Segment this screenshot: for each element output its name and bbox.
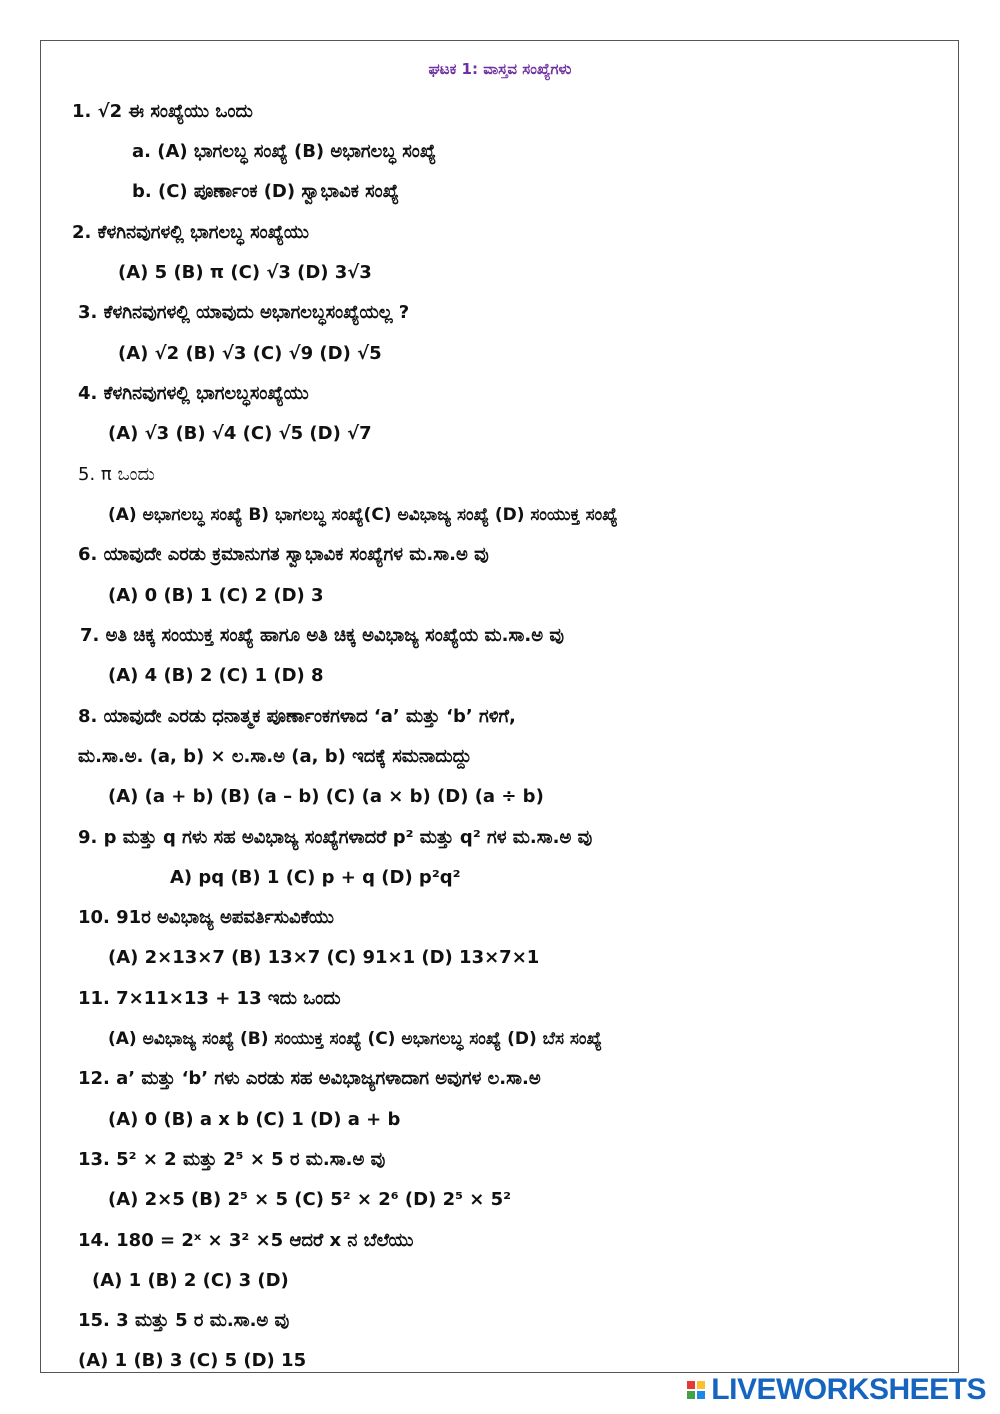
question-15: 15. 3 ಮತ್ತು 5 ರ ಮ.ಸಾ.ಅ ವು [78,1310,290,1331]
question-6-options: (A) 0 (B) 1 (C) 2 (D) 3 [108,585,324,606]
worksheet-title: ಘಟಕ 1: ವಾಸ್ತವ ಸಂಖ್ಯೆಗಳು [428,60,572,78]
question-9: 9. p ಮತ್ತು q ಗಳು ಸಹ ಅವಿಭಾಜ್ಯ ಸಂಖ್ಯೆಗಳಾದರೆ p² ಮತ್ತು q² ಗಳ ಮ.ಸಾ.ಅ ವು [78,827,593,848]
question-7-options: (A) 4 (B) 2 (C) 1 (D) 8 [108,665,324,686]
question-11: 11. 7×11×13 + 13 ಇದು ಒಂದು [78,988,341,1009]
question-13: 13. 5² × 2 ಮತ್ತು 2⁵ × 5 ರ ಮ.ಸಾ.ಅ ವು [78,1149,386,1170]
question-9-options: A) pq (B) 1 (C) p + q (D) p²q² [170,867,461,888]
question-3-options: (A) √2 (B) √3 (C) √9 (D) √5 [118,343,382,364]
logo-blocks-icon [687,1381,705,1399]
question-1-options-b: b. (C) ಪೂರ್ಣಾಂಕ (D) ಸ್ವಾಭಾವಿಕ ಸಂಖ್ಯೆ [132,181,399,202]
question-13-options: (A) 2×5 (B) 2⁵ × 5 (C) 5² × 2⁶ (D) 2⁵ × 5² [108,1189,512,1210]
question-5: 5. π ಒಂದು [78,464,155,485]
logo-block-red [687,1381,695,1389]
question-12-options: (A) 0 (B) a x b (C) 1 (D) a + b [108,1109,401,1130]
question-2: 2. ಕೆಳಗಿನವುಗಳಲ್ಲಿ ಭಾಗಲಬ್ಧ ಸಂಖ್ಯೆಯು [72,222,309,243]
question-3: 3. ಕೆಳಗಿನವುಗಳಲ್ಲಿ ಯಾವುದು ಅಭಾಗಲಬ್ಧಸಂಖ್ಯೆಯಲ್ಲ ? [78,302,410,323]
question-1-options-a: a. (A) ಭಾಗಲಬ್ಧ ಸಂಖ್ಯೆ (B) ಅಭಾಗಲಬ್ಧ ಸಂಖ್ಯೆ [132,141,437,162]
question-10: 10. 91ರ ಅವಿಭಾಜ್ಯ ಅಪವರ್ತಿಸುವಿಕೆಯು [78,907,334,928]
question-10-options: (A) 2×13×7 (B) 13×7 (C) 91×1 (D) 13×7×1 [108,947,540,968]
question-4: 4. ಕೆಳಗಿನವುಗಳಲ್ಲಿ ಭಾಗಲಬ್ಧಸಂಖ್ಯೆಯು [78,383,309,404]
question-2-options: (A) 5 (B) π (C) √3 (D) 3√3 [118,262,372,283]
question-12: 12. a’ ಮತ್ತು ‘b’ ಗಳು ಎರಡು ಸಹ ಅವಿಭಾಜ್ಯಗಳಾದಾಗ ಅವುಗಳ ಲ.ಸಾ.ಅ [78,1068,541,1089]
question-7: 7. ಅತಿ ಚಿಕ್ಕ ಸಂಯುಕ್ತ ಸಂಖ್ಯೆ ಹಾಗೂ ಅತಿ ಚಿಕ್ಕ ಅವಿಭಾಜ್ಯ ಸಂಖ್ಯೆಯ ಮ.ಸಾ.ಅ ವು [80,625,565,646]
logo-block-yellow [697,1381,705,1389]
question-15-options: (A) 1 (B) 3 (C) 5 (D) 15 [78,1350,307,1371]
logo-block-green [687,1391,695,1399]
question-14: 14. 180 = 2ˣ × 3² ×5 ಆದರೆ x ನ ಬೆಲೆಯು [78,1230,414,1251]
brand-name: LIVEWORKSHEETS [711,1373,986,1406]
question-8-line-2: ಮ.ಸಾ.ಅ. (a, b) × ಲ.ಸಾ.ಅ (a, b) ಇದಕ್ಕೆ ಸಮನಾದುದ್ದು [78,746,472,767]
question-14-options: (A) 1 (B) 2 (C) 3 (D) [92,1270,289,1291]
question-4-options: (A) √3 (B) √4 (C) √5 (D) √7 [108,423,372,444]
question-5-options: (A) ಅಭಾಗಲಬ್ಧ ಸಂಖ್ಯೆ B) ಭಾಗಲಬ್ಧ ಸಂಖ್ಯೆ(C) ಅವಿಭಾಜ್ಯ ಸಂಖ್ಯೆ (D) ಸಂಯುಕ್ತ ಸಂಖ್ಯೆ [108,505,618,525]
logo-block-blue [697,1391,705,1399]
question-8-options: (A) (a + b) (B) (a – b) (C) (a × b) (D) (a ÷ b) [108,786,544,807]
question-6: 6. ಯಾವುದೇ ಎರಡು ಕ್ರಮಾನುಗತ ಸ್ವಾಭಾವಿಕ ಸಂಖ್ಯೆಗಳ ಮ.ಸಾ.ಅ ವು [78,544,489,565]
question-8: 8. ಯಾವುದೇ ಎರಡು ಧನಾತ್ಮಕ ಪೂರ್ಣಾಂಕಗಳಾದ ‘a’ ಮತ್ತು ‘b’ ಗಳಿಗೆ, [78,706,516,727]
question-1: 1. √2 ಈ ಸಂಖ್ಯೆಯು ಒಂದು [72,101,253,122]
question-11-options: (A) ಅವಿಭಾಜ್ಯ ಸಂಖ್ಯೆ (B) ಸಂಯುಕ್ತ ಸಂಖ್ಯೆ (C) ಅಭಾಗಲಬ್ಧ ಸಂಖ್ಯೆ (D) ಬೆಸ ಸಂಖ್ಯೆ [108,1029,602,1049]
liveworksheets-logo[interactable] [687,1374,986,1406]
